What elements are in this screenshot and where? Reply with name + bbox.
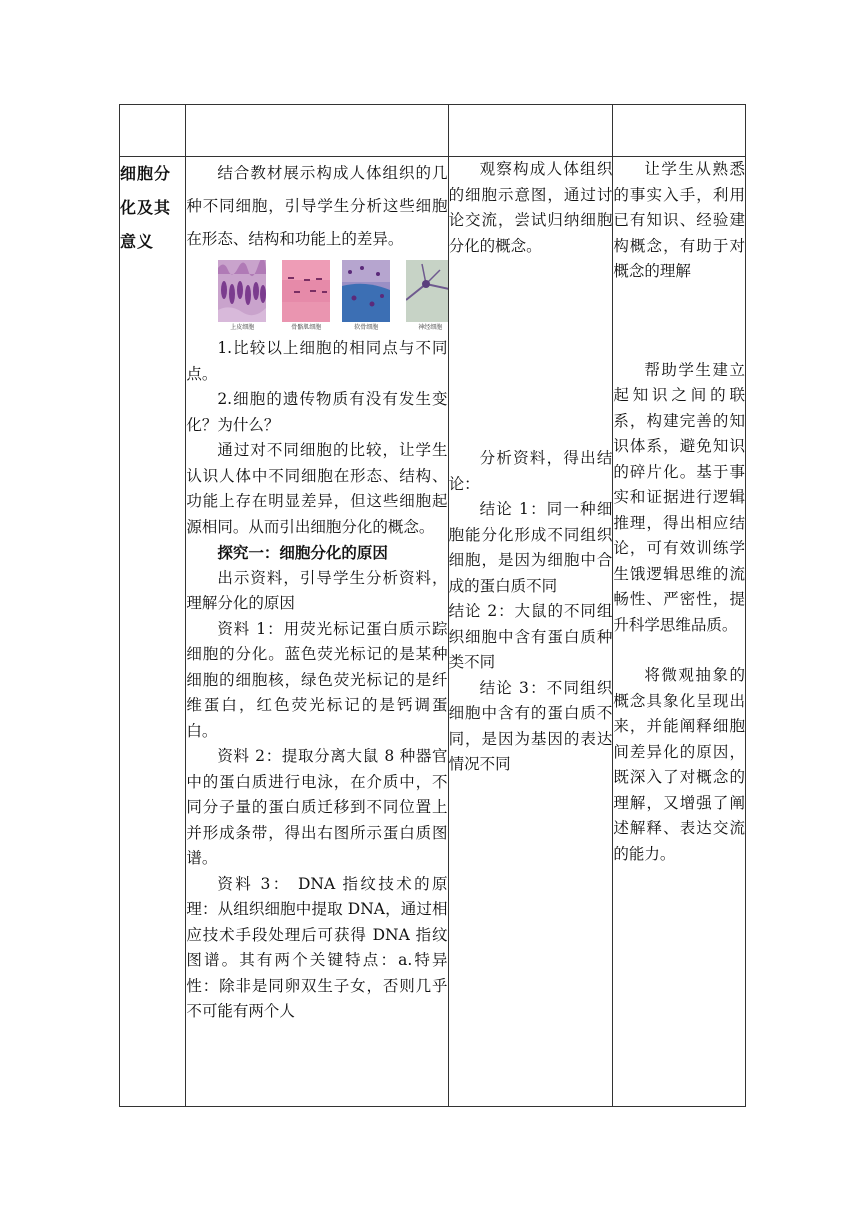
cell-micrograph-strip (186, 260, 447, 332)
analyze-paragraph: 分析资料，得出结论： (448, 449, 613, 493)
micrograph-caption-4: 神经细胞 (418, 324, 443, 331)
epithelial-cell-micrograph-icon (218, 260, 266, 322)
explore-heading: 探究一：细胞分化的原因 (217, 543, 388, 562)
table-row (120, 157, 746, 1107)
conclusion-2: 结论 2：大鼠的不同组织细胞中含有蛋白质种类不同 (448, 602, 613, 671)
student-activity-cell (448, 157, 613, 1107)
micrograph-caption-1: 上皮细胞 (230, 324, 255, 331)
intro-paragraph: 结合教材展示构成人体组织的几种不同细胞，引导学生分析这些细胞在形态、结构和功能上的差异。 (186, 164, 448, 248)
compare-paragraph: 通过对不同细胞的比较，让学生认识人体中不同细胞在形态、结构、功能上存在明显差异，但这些细胞起源相同。从而引出细胞分化的概念。 (186, 441, 448, 536)
micrograph-caption-3: 软骨细胞 (354, 324, 379, 331)
header-cell-4 (613, 105, 746, 157)
skeletal-muscle-micrograph-icon (282, 260, 330, 322)
observe-paragraph: 观察构成人体组织的细胞示意图，通过讨论交流，尝试归纳细胞分化的概念。 (448, 160, 613, 255)
header-cell-2 (186, 105, 448, 157)
question-2: 2.细胞的遗传物质有没有发生变化？为什么？ (186, 390, 448, 434)
teacher-activity-cell (186, 157, 448, 1107)
material-1-paragraph: 资料 1：用荧光标记蛋白质示踪细胞的分化。蓝色荧光标记的是某种细胞的细胞核，绿色荧光标记的是纤维蛋白，红色荧光标记的是钙调蛋白。 (186, 619, 448, 740)
material-2-paragraph: 资料 2：提取分离大鼠 8 种器官中的蛋白质进行电泳，在介质中，不同分子量的蛋白质迁移到不同位置上并形成条带，得出右图所示蛋白质图谱。 (186, 747, 448, 867)
question-1: 1.比较以上细胞的相同点与不同点。 (186, 339, 448, 383)
lesson-plan-table (119, 104, 746, 1107)
intent-2: 帮助学生建立起知识之间的联系，构建完善的知识体系，避免知识的碎片化。基于事实和证据进行逻辑推理，得出相应结论，可有效训练学生饿逻辑思维的流畅性、严密性，提升科学思维品质。 (613, 360, 745, 634)
intent-1: 让学生从熟悉的事实入手，利用已有知识、经验建构概念，有助于对概念的理解 (613, 160, 745, 280)
conclusion-1: 结论 1：同一种细胞能分化形成不同组织细胞，是因为细胞中合成的蛋白质不同 (448, 500, 613, 595)
header-cell-3 (448, 105, 613, 157)
design-intent-cell (613, 157, 746, 1107)
nerve-cell-micrograph-icon (406, 260, 447, 322)
conclusion-3: 结论 3：不同组织细胞中含有的蛋白质不同，是因为基因的表达情况不同 (448, 678, 613, 773)
table-header-row (120, 105, 746, 157)
row-label: 细胞分化及其意义 (120, 164, 172, 251)
material-3-paragraph: 资料 3： DNA 指纹技术的原理：从组织细胞中提取 DNA，通过相应技术手段处理后可获得 DNA 指纹图谱。其有两个关键特点：a.特异性：除非是同卵双生子女，否则几乎不可能有两个人 (186, 874, 448, 1020)
intent-3: 将微观抽象的概念具象化呈现出来，并能阐释细胞间差异化的原因，既深入了对概念的理解，又增强了阐述解释、表达交流的能力。 (613, 666, 745, 863)
micrograph-caption-2: 骨骼肌细胞 (291, 324, 322, 331)
row-label-cell (120, 157, 186, 1107)
show-materials-paragraph: 出示资料，引导学生分析资料，理解分化的原因 (186, 568, 448, 612)
cartilage-cell-micrograph-icon (342, 260, 390, 322)
header-cell-1 (120, 105, 186, 157)
